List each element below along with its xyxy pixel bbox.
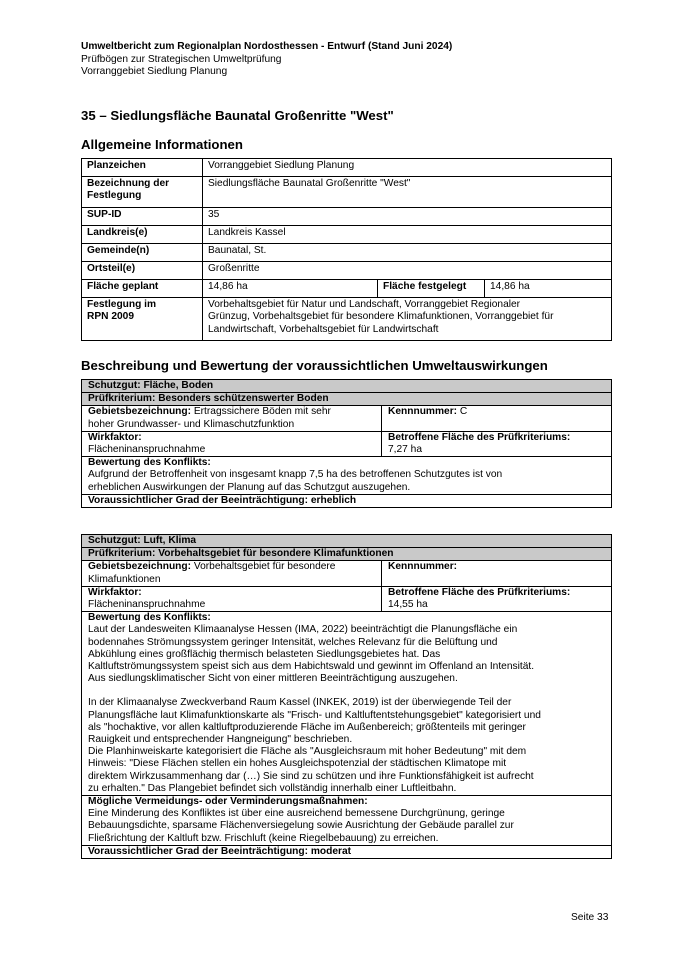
- info-value-line: Grünzug, Vorbehaltsgebiet für besondere Klimafunktionen, Vorranggebiet für: [208, 311, 554, 323]
- bewertung-label: Bewertung des Konflikts:: [88, 457, 211, 469]
- gebiet-value: Vorbehaltsgebiet für besondere: [191, 561, 336, 573]
- info-value: Siedlungsfläche Baunatal Großenritte "West": [203, 177, 612, 208]
- info-label: [82, 177, 203, 208]
- wirkfaktor-cell: [82, 431, 382, 456]
- betroffene-flaeche-label: Betroffene Fläche des Prüfkriteriums:: [388, 586, 571, 598]
- bewertung-text-line: Planungsfläche laut Klimafunktionskarte als "Frisch- und Kaltluftentstehungsgebiet" kategorisiert und: [88, 709, 541, 721]
- bewertung-text-line: In der Klimaanalyse Zweckverband Raum Kassel (INKEK, 2019) ist der überwiegende Teil der: [88, 697, 512, 709]
- header-subtitle: Prüfbögen zur Strategischen Umweltprüfung: [81, 53, 282, 65]
- paragraph-gap: [88, 685, 606, 697]
- wirkfaktor-label: Wirkfaktor:: [88, 586, 142, 598]
- gebiet-value: Ertragssichere Böden mit sehr: [191, 406, 331, 418]
- massnahmen-label: Mögliche Vermeidungs- oder Verminderungsmaßnahmen:: [88, 796, 368, 808]
- betroffene-flaeche-value: 7,27 ha: [388, 444, 422, 456]
- info-value: 14,86 ha: [203, 280, 378, 298]
- page-title: 35 – Siedlungsfläche Baunatal Großenritte "West": [81, 108, 394, 123]
- info-row-supid: [82, 208, 612, 226]
- bewertung-label: Bewertung des Konflikts:: [88, 612, 211, 624]
- kennnummer-label: Kennnummer:: [388, 406, 458, 418]
- bewertung-text-line: Aufgrund der Betroffenheit von insgesamt knapp 7,5 ha des betroffenen Schutzgutes ist von: [88, 469, 503, 481]
- info-label: SUP-ID: [82, 208, 203, 226]
- general-info-table: [81, 158, 612, 341]
- gebiet-label: Gebietsbezeichnung:: [88, 561, 192, 573]
- section-heading-assessment: Beschreibung und Bewertung der voraussichtlichen Umweltauswirkungen: [81, 358, 548, 373]
- massnahmen-text-line: Eine Minderung des Konfliktes ist über eine ausreichend bemessene Durchgrünung, geringe: [88, 808, 505, 820]
- info-value-line: Vorbehaltsgebiet für Natur und Landschaft, Vorranggebiet Regionaler: [208, 299, 521, 310]
- kennnummer-label: Kennnummer:: [388, 561, 458, 573]
- bewertung-text-line: Abkühlung eines großflächig thermisch belasteten Siedlungsgebietes hat. Das: [88, 648, 441, 660]
- gebiet-value-line: hoher Grundwasser- und Klimaschutzfunktion: [88, 418, 295, 430]
- betroffene-flaeche-value: 14,55 ha: [388, 599, 428, 611]
- info-row-gemeinde: [82, 244, 612, 262]
- beeintraechtigung-grad: Voraussichtlicher Grad der Beeinträchtigung: erheblich: [82, 494, 612, 507]
- info-label-line: Bezeichnung der: [87, 178, 170, 189]
- info-label: Fläche geplant: [82, 280, 203, 298]
- betroffene-flaeche-label: Betroffene Fläche des Prüfkriteriums:: [388, 431, 571, 443]
- bewertung-text-line: Kaltluftströmungssystem speist sich aus dem Habichtswald und gewinnt im Offenland an Intensität.: [88, 661, 535, 673]
- header-category: Vorranggebiet Siedlung Planung: [81, 66, 228, 78]
- info-label: Planzeichen: [82, 159, 203, 177]
- info-row-ortsteil: [82, 262, 612, 280]
- info-value: 14,86 ha: [485, 280, 612, 298]
- info-value: Landkreis Kassel: [203, 226, 612, 244]
- info-label-line: RPN 2009: [87, 311, 135, 323]
- bewertung-text-line: als "hochaktive, vor allen kaltluftproduzierende Fläche im Außenbereich; größtenteils mit geringer: [88, 721, 526, 733]
- info-row-festlegung: [82, 298, 612, 341]
- bewertung-text-line: Die Planhinweiskarte kategorisiert die Fläche als "Ausgleichsraum mit hoher Bedeutung" mit dem: [88, 746, 527, 758]
- bewertung-cell: [82, 457, 612, 495]
- info-value: 35: [203, 208, 612, 226]
- info-row-planzeichen: [82, 159, 612, 177]
- gebiet-cell: [82, 561, 382, 586]
- info-value-line: Landwirtschaft, Vorbehaltsgebiet für Landwirtschaft: [208, 323, 439, 335]
- wirkfaktor-label: Wirkfaktor:: [88, 431, 142, 443]
- massnahmen-text-line: Fließrichtung der Kaltluft bzw. Frischluft (keine Riegelbebauung) zu erreichen.: [88, 832, 439, 844]
- wirkfaktor-value: Flächeninanspruchnahme: [88, 444, 206, 456]
- kennnummer-cell: [382, 561, 612, 586]
- section-heading-general: Allgemeine Informationen: [81, 137, 243, 152]
- header-report-title: Umweltbericht zum Regionalplan Nordosthessen - Entwurf (Stand Juni 2024): [81, 41, 453, 52]
- info-row-landkreis: [82, 226, 612, 244]
- wirkfaktor-cell: [82, 586, 382, 611]
- massnahmen-cell: [82, 796, 612, 846]
- info-label-line: Festlegung im: [87, 299, 157, 310]
- bewertung-cell: [82, 612, 612, 796]
- gebiet-cell: [82, 406, 382, 431]
- info-label: Fläche festgelegt: [378, 280, 485, 298]
- gebiet-label: Gebietsbezeichnung:: [88, 406, 192, 418]
- pruefkriterium-heading: Prüfkriterium: Besonders schützenswerter Boden: [82, 393, 612, 406]
- bewertung-text-line: erheblichen Auswirkungen der Planung auf das Schutzgut auszugehen.: [88, 481, 411, 493]
- info-label: Landkreis(e): [82, 226, 203, 244]
- info-value: [203, 298, 612, 341]
- betroffene-flaeche-cell: [382, 586, 612, 611]
- schutzgut-heading: Schutzgut: Fläche, Boden: [82, 380, 612, 393]
- bewertung-text-line: zu erhalten." Das Plangebiet befindet sich vollständig innerhalb einer Luftleitbahn.: [88, 782, 457, 794]
- bewertung-text-line: Laut der Landesweiten Klimaanalyse Hessen (IMA, 2022) beeinträchtigt die Planungsfläche ein: [88, 624, 518, 636]
- page-number: Seite 33: [571, 912, 609, 923]
- info-label: Gemeinde(n): [82, 244, 203, 262]
- bewertung-text-line: Hinweis: "Diese Flächen stellen ein hohes Ausgleichspotenzial der städtischen Klimatope mit: [88, 758, 507, 770]
- kennnummer-cell: [382, 406, 612, 431]
- assessment-table-flaeche-boden: [81, 379, 612, 508]
- info-value: Baunatal, St.: [203, 244, 612, 262]
- massnahmen-text-line: Bebauungsdichte, sparsame Flächenversiegelung sowie Ausrichtung der Gebäude parallel zur: [88, 820, 514, 832]
- betroffene-flaeche-cell: [382, 431, 612, 456]
- bewertung-text-line: Rauigkeit und entsprechender Hangneigung" beschrieben.: [88, 734, 353, 746]
- beeintraechtigung-grad: Voraussichtlicher Grad der Beeinträchtigung: moderat: [82, 845, 612, 858]
- bewertung-text-line: bodennahes Strömungssystem geringer Intensität, welches Relevanz für die Belüftung und: [88, 636, 498, 648]
- gebiet-value-line: Klimafunktionen: [88, 573, 161, 585]
- wirkfaktor-value: Flächeninanspruchnahme: [88, 599, 206, 611]
- bewertung-text-line: direktem Wirkzusammenhang dar (…) Sie sind zu schützen und ihre Funktionsfähigkeit ist aufrecht: [88, 770, 534, 782]
- bewertung-text-line: Aus siedlungsklimatischer Sicht von einer mittleren Beeinträchtigung auszugehen.: [88, 673, 458, 685]
- info-row-flaeche: [82, 280, 612, 298]
- pruefkriterium-heading: Prüfkriterium: Vorbehaltsgebiet für besondere Klimafunktionen: [82, 548, 612, 561]
- page-header: [81, 41, 611, 79]
- kennnummer-value: C: [457, 406, 468, 418]
- info-value: Vorranggebiet Siedlung Planung: [203, 159, 612, 177]
- info-label: Ortsteil(e): [82, 262, 203, 280]
- info-row-bezeichnung: [82, 177, 612, 208]
- schutzgut-heading: Schutzgut: Luft, Klima: [82, 535, 612, 548]
- assessment-table-luft-klima: [81, 534, 612, 859]
- info-label: [82, 298, 203, 341]
- info-value: Großenritte: [203, 262, 612, 280]
- info-label-line: Festlegung: [87, 190, 142, 202]
